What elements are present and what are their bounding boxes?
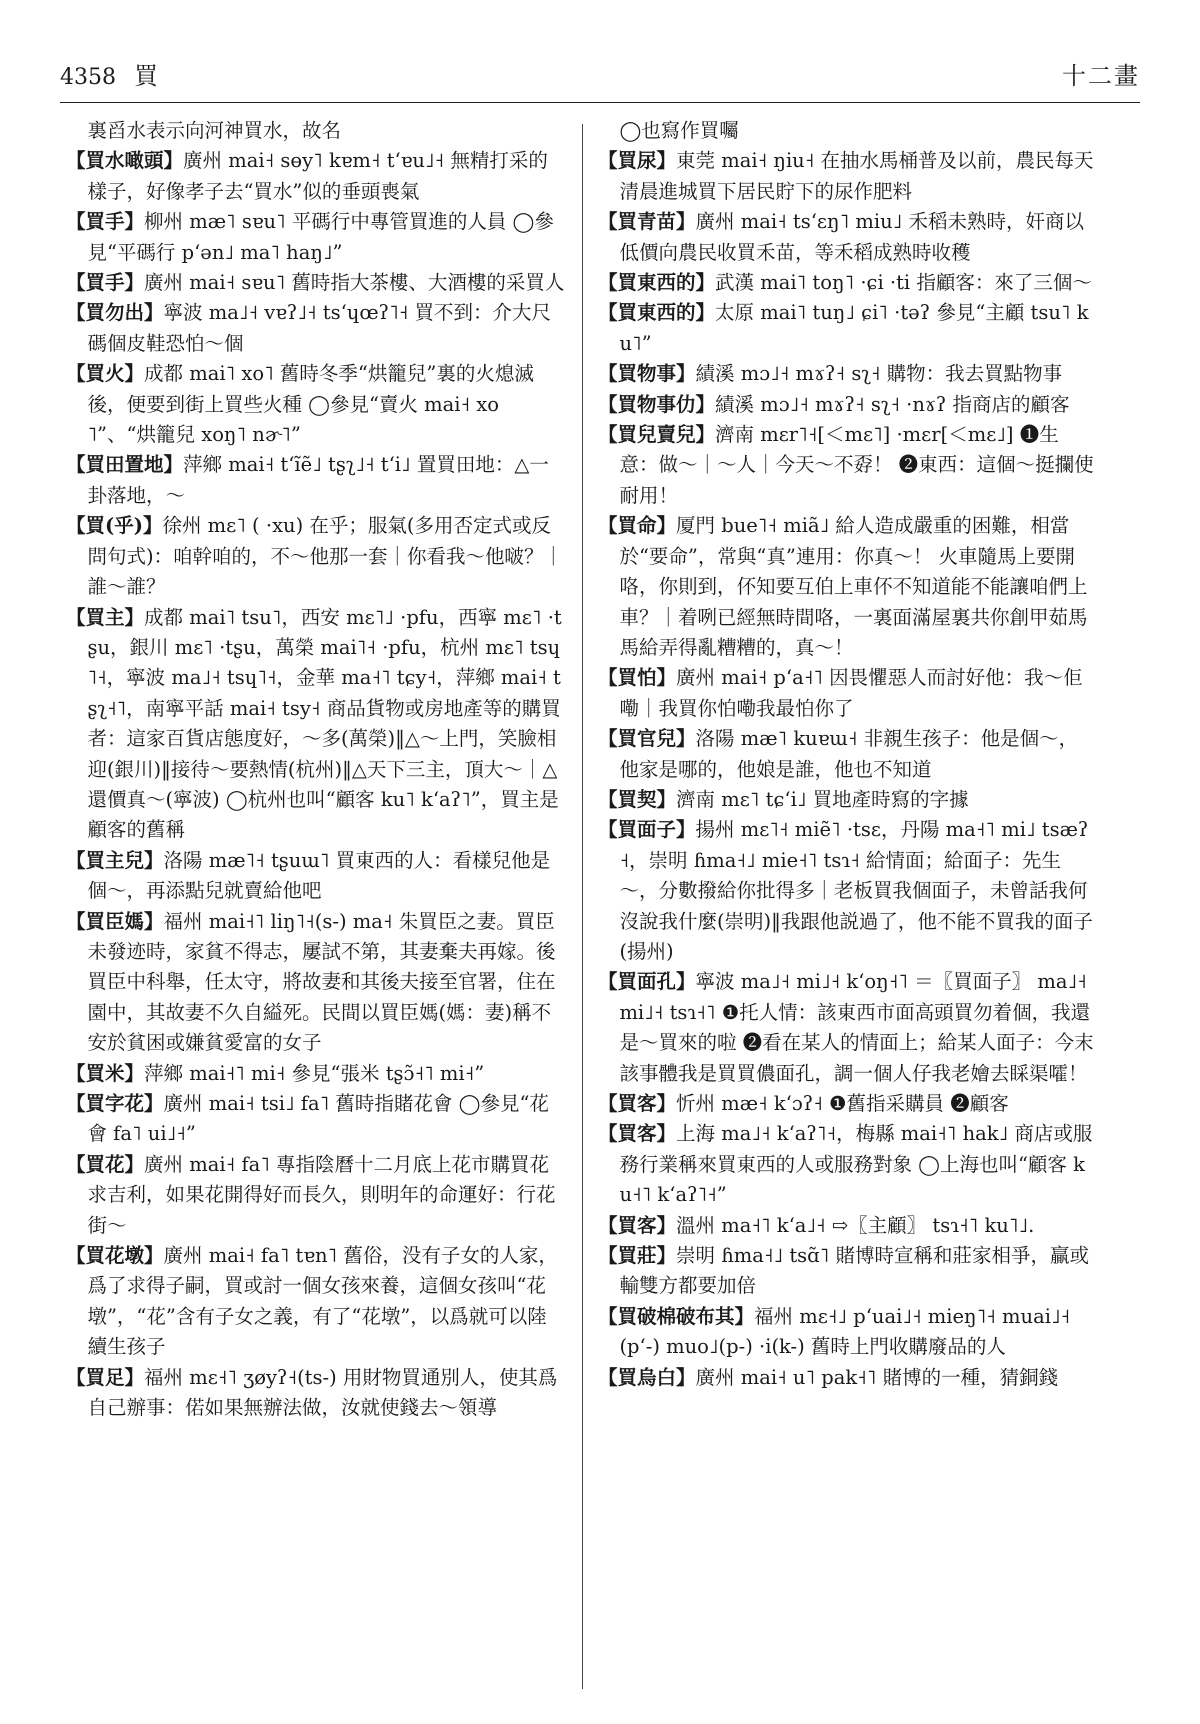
entry-text: 福州 mɛ˧˩ pʻuai˩˧ mieŋ˥˧ muai˩˧ (pʻ-) muo˩(p-) ·i(k-) 舊時上門收購廢品的人 [619, 1304, 1071, 1359]
entry-text: 溫州 ma˧˥ kʻa˩˧ ⇨〖主顧〗 tsɿ˧˥ ku˥˩. [676, 1213, 1035, 1237]
entry-text: ◯也寫作買囑 [619, 119, 739, 142]
entry-headword: 【買火】 [66, 362, 145, 386]
entry-headword: 【買尿】 [598, 149, 677, 173]
page-number: 4358 [60, 65, 116, 90]
entry-text: 忻州 mæ˧ kʻɔʔ˧ ❶舊指采購員 ❷顧客 [676, 1092, 1009, 1115]
entry-text: 濟南 mɛ˥ tɕʻi˩ 買地產時寫的字據 [676, 787, 969, 811]
header-rule [60, 102, 1140, 103]
entry-text: 廣州 mai˧ fa˥ 專指陰曆十二月底上花市購買花求吉利，如果花開得好而長久，則明年的命運好：行花街～ [87, 1152, 556, 1237]
entry-text: 廣州 mai˧ tsʻɛŋ˥ miu˩ 禾稻未熟時，奸商以低價向農民收買禾苗，等禾稻成熟時收穫 [619, 210, 1085, 264]
running-header [60, 56, 1140, 96]
entry-headword: 【買臣媽】 [66, 909, 164, 933]
entry-headword: 【買烏白】 [598, 1365, 696, 1389]
entry-text: 崇明 ɦma˧˩ tsɑ̃˥ 賭博時宣稱和莊家相爭，贏或輸雙方都要加倍 [619, 1244, 1089, 1298]
dictionary-entry [598, 785, 1096, 815]
dictionary-page [60, 0, 1140, 1724]
entry-text: 廣州 mai˧ fa˥ tɐn˥ 舊俗，没有子女的人家，爲了求得子嗣，買或討一個女孩來養，這個女孩叫“花墩”，“花”含有子女之義，有了“花墩”，以爲就可以陸續生孩子 [87, 1244, 558, 1359]
entry-headword: 【買莊】 [598, 1244, 677, 1268]
entry-headword: 【買手】 [66, 210, 145, 234]
entry-text: 厦門 bue˥˧ miã˩ 給人造成嚴重的困難，相當於“要命”，常與“真”連用：你真～！ 火車隨馬上要開咯，你則到，伓知要互伯上車伓不知道能不能讓咱們上車？｜着咧已經無時間咯，一裏面滿屋裏共你創甲茹馬馬給弄得亂糟糟的，真～！ [619, 514, 1088, 659]
dictionary-entry [598, 420, 1096, 511]
dictionary-entry [66, 268, 566, 298]
dictionary-entry [598, 298, 1096, 359]
entry-text: 萍鄉 mai˧ tʻĩẽ˩ tʂʅ˩˧ tʻi˩ 置買田地：△一卦落地，～ [87, 453, 549, 507]
entry-headword: 【買兒賣兒】 [598, 423, 716, 447]
dictionary-entry [66, 450, 566, 511]
dictionary-entry [66, 511, 566, 602]
entry-headword: 【買東西的】 [598, 271, 716, 295]
entry-text: 廣州 mai˧ u˥ pak˧˥ 賭博的一種，猜銅錢 [695, 1365, 1059, 1389]
left-column [66, 116, 566, 1423]
entry-text: 揚州 mɛ˥˧ miẽ˥ ·tsɛ，丹陽 ma˧˥ mi˩ tsæʔ˧，崇明 ɦma˧˩ mie˧˥ tsɿ˧ 給情面；給面子：先生～，分數撥給你批得多｜老板買我個面子，未曾話我何沒說我什麼(崇明)‖我跟他説過了，他不能不買我的面子(揚州) [619, 818, 1093, 963]
dictionary-entry [66, 1150, 566, 1241]
dictionary-entry [598, 146, 1096, 207]
entry-headword: 【買字花】 [66, 1092, 164, 1115]
stroke-section-label: 十二畫 [1062, 62, 1140, 90]
header-character: 買 [134, 62, 158, 90]
entry-text: 上海 ma˩˧ kʻaʔ˥˧，梅縣 mai˧˥ hak˩ 商店或服務行業稱來買東西的人或服務對象 ◯上海也叫“顧客 ku˧˥ kʻaʔ˥˧” [619, 1122, 1093, 1207]
entry-text: 裏舀水表示向河神買水，故名 [87, 119, 341, 142]
dictionary-entry [598, 390, 1096, 420]
entry-headword: 【買青苗】 [598, 210, 696, 234]
entry-headword: 【買客】 [598, 1092, 677, 1115]
entry-text: 萍鄉 mai˧˥ mi˧ 參見“張米 tʂɔ̃˧˥ mi˧” [144, 1061, 485, 1085]
dictionary-entry [598, 1363, 1096, 1393]
entry-headword: 【買足】 [66, 1365, 145, 1389]
dictionary-entry [66, 1089, 566, 1150]
entry-text: 福州 mai˧˥ liŋ˥˧(s-) ma˧ 朱買臣之妻。買臣未發迹時，家貧不得志，屢試不第，其妻棄夫再嫁。後買臣中科舉，任太守，將故妻和其後夫接至官署，住在園中，其故妻不久自縊死。民間以買臣媽(媽：妻)稱不安於貧困或嫌貧愛富的女子 [87, 909, 556, 1055]
dictionary-entry [66, 298, 566, 359]
dictionary-entry [66, 846, 566, 907]
entry-text: 徐州 mɛ˥ ( ·xu) 在乎；服氣(多用否定式或反問句式)：咱幹咱的，不～他那一套｜你看我～他啵？｜誰～誰？ [87, 514, 564, 599]
dictionary-entry [598, 663, 1096, 724]
right-column [598, 116, 1096, 1393]
entry-text: 廣州 mai˧ pʻa˧˥ 因畏懼惡人而討好他：我～佢嘞｜我買你怕嘞我最怕你了 [619, 666, 1083, 720]
entry-text: 寧波 ma˩˧ vɐʔ˩˧ tsʻɥœʔ˥˧ 買不到：介大尺碼個皮鞋恐怕～個 [87, 301, 552, 355]
entry-text: 成都 mai˥ tsu˥，西安 mɛ˥˩ ·pfu，西寧 mɛ˥ ·tʂu，銀川 mɛ˥ ·tʂu，萬榮 mai˥˧ ·pfu，杭州 mɛ˥ tsɥ˥˧，寧波 ma˩˧ tsɥ˥˧，金華 ma˧˥ tɕy˧，萍鄉 mai˧ tʂʅ˧˥，南寧平話 mai˧ tsy˧ 商品貨物或房地產等的購買者：這家百貨店態度好，～多(萬榮)‖△～上門，笑臉相迎(銀川)‖接待～要熱情(杭州)‖△天下三主，頂大～｜△還價真～(寧波) ◯杭州也叫“顧客 ku˥ kʻaʔ˥”，買主是顧客的舊稱 [87, 605, 562, 842]
entry-continuation [598, 116, 1096, 146]
dictionary-entry [598, 511, 1096, 663]
entry-headword: 【買主】 [66, 605, 145, 629]
dictionary-entry [66, 1241, 566, 1363]
dictionary-entry [66, 907, 566, 1059]
entry-text: 濟南 mɛr˥˧[＜mɛ˥] ·mɛr[＜mɛ˩] ❶生意：做～｜～人｜今天～不孬！ ❷東西：這個～挺攔使耐用！ [619, 423, 1094, 507]
entry-headword: 【買物事】 [598, 362, 696, 386]
entry-headword: 【買客】 [598, 1213, 677, 1237]
entry-headword: 【買水噉頭】 [66, 149, 184, 173]
dictionary-entry [598, 1119, 1096, 1210]
dictionary-entry [598, 724, 1096, 785]
dictionary-entry [598, 815, 1096, 967]
entry-headword: 【買主兒】 [66, 848, 164, 872]
entry-headword: 【買勿出】 [66, 301, 164, 325]
entry-headword: 【買契】 [598, 787, 677, 811]
dictionary-entry [66, 359, 566, 450]
entry-headword: 【買物事仂】 [598, 392, 716, 416]
entry-headword: 【買花墩】 [66, 1244, 164, 1268]
entry-continuation [66, 116, 566, 146]
dictionary-entry [598, 1211, 1096, 1241]
dictionary-entry [66, 603, 566, 846]
entry-headword: 【買面孔】 [598, 970, 696, 994]
column-divider [582, 124, 583, 1689]
entry-headword: 【買田置地】 [66, 453, 184, 477]
entry-headword: 【買客】 [598, 1122, 677, 1146]
entry-text: 柳州 mæ˥ sɐu˥ 平碼行中專管買進的人員 ◯參見“平碼行 pʻən˩ ma˥ haŋ˩” [87, 210, 554, 264]
entry-text: 洛陽 mæ˥˧ tʂuɯ˥ 買東西的人：看樣兒他是個～，再添點兒就賣給他吧 [87, 848, 551, 903]
dictionary-entry [66, 1059, 566, 1089]
entry-text: 成都 mai˥ xo˥ 舊時冬季“烘籠兒”裏的火熄滅後，便要到街上買些火種 ◯參見“賣火 mai˧ xo˥”、“烘籠兒 xoŋ˥ nɚ˥” [87, 362, 534, 447]
dictionary-entry [66, 1363, 566, 1424]
entry-headword: 【買怕】 [598, 666, 677, 690]
entry-text: 武漢 mai˥ toŋ˥ ·ɕi ·ti 指顧客：來了三個～ [715, 271, 1092, 295]
dictionary-entry [598, 1241, 1096, 1302]
entry-headword: 【買官兒】 [598, 727, 696, 751]
dictionary-entry [598, 359, 1096, 389]
entry-headword: 【買花】 [66, 1152, 145, 1176]
entry-headword: 【買面子】 [598, 818, 696, 842]
entry-text: 東莞 mai˧ ŋiu˧ 在抽水馬桶普及以前，農民每天清晨進城買下居民貯下的尿作肥料 [619, 149, 1094, 203]
entry-headword: 【買命】 [598, 514, 677, 538]
entry-text: 廣州 mai˧ sɐu˥ 舊時指大茶樓、大酒樓的采買人 [144, 271, 565, 295]
entry-text: 廣州 mai˧ tsi˩ fa˥ 舊時指賭花會 ◯參見“花會 fa˥ ui˩˧” [87, 1092, 549, 1146]
entry-headword: 【買手】 [66, 271, 145, 295]
dictionary-entry [598, 1302, 1096, 1363]
entry-text: 寧波 ma˩˧ mi˩˧ kʻoŋ˧˥ ＝〖買面子〗 ma˩˧ mi˩˧ tsɿ˧˥ ❶托人情：該東西市面高頭買勿着個，我還是～買來的啦 ❷看在某人的情面上；給某人面子：今末該事體我是買買儂面孔，調一個人仔我老嬒去睬渠嚯！ [619, 970, 1094, 1085]
dictionary-entry [598, 967, 1096, 1089]
entry-text: 洛陽 mæ˥ kuɐɯ˧ 非親生孩子：他是個～，他家是哪的，他娘是誰，他也不知道 [619, 727, 1079, 781]
entry-headword: 【買米】 [66, 1061, 145, 1085]
dictionary-entry [66, 207, 566, 268]
entry-text: 福州 mɛ˧˥ ʒøyʔ˧(ts-) 用財物買通別人，使其爲自己辦事：偌如果無辦法做，汝就使錢去～領導 [87, 1365, 558, 1420]
entry-headword: 【買(乎)】 [66, 514, 163, 538]
entry-headword: 【買破棉破布其】 [598, 1304, 755, 1328]
entry-headword: 【買東西的】 [598, 301, 716, 325]
dictionary-entry [598, 207, 1096, 268]
dictionary-entry [598, 1089, 1096, 1119]
entry-text: 廣州 mai˧ sɵy˥ kɐm˧ tʻɐu˩˧ 無精打采的樣子，好像孝子去“買水”似的垂頭喪氣 [87, 149, 548, 203]
dictionary-entry [66, 146, 566, 207]
entry-text: 太原 mai˥ tuŋ˩ ɕi˥ ·təʔ 參見“主顧 tsu˥ ku˥” [619, 301, 1089, 355]
header-left [60, 56, 158, 98]
entry-text: 績溪 mɔ˩˧ mɤʔ˧ sʅ˧ 購物：我去買點物事 [695, 362, 1063, 386]
dictionary-entry [598, 268, 1096, 298]
entry-text: 績溪 mɔ˩˧ mɤʔ˧ sʅ˧ ·nɤʔ 指商店的顧客 [715, 392, 1070, 416]
